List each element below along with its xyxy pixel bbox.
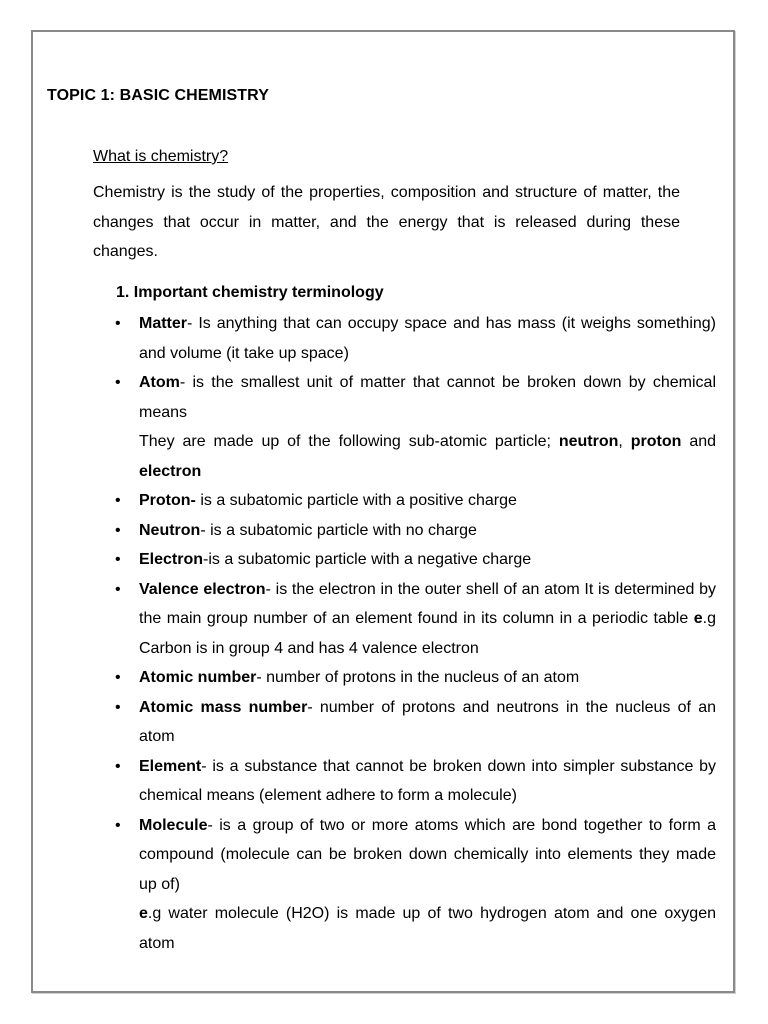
particle-proton: proton (630, 433, 682, 450)
term-atom (115, 368, 717, 486)
term-neutron (115, 516, 716, 546)
bullet: • (115, 521, 121, 539)
term-matter (115, 309, 716, 368)
bullet: • (115, 580, 121, 598)
bullet: • (115, 374, 121, 391)
bullet: • (115, 816, 121, 834)
particle-neutron: neutron (558, 433, 619, 450)
bullet: • (115, 698, 121, 716)
term-definition: -is a subatomic particle with a negative charge (203, 551, 532, 568)
intro-paragraph: Chemistry is the study of the properties, composition and structure of matter, the changes that occur in matter, and the energy that is released during these changes. (93, 184, 680, 260)
term-atomic-number (115, 663, 716, 693)
bullet: • (115, 315, 121, 332)
question-heading: What is chemistry? (93, 148, 229, 165)
term-proton (115, 486, 716, 516)
term-definition: - is a subatomic particle with no charge (200, 521, 477, 539)
term-definition: - is a group of two or more atoms which are bond together to form a compound (molecule can be broken down chemically into elements they made up of) (139, 816, 716, 893)
term-name: Molecule (139, 816, 208, 834)
term-definition: - is the electron in the outer shell of an atom It is determined by the main group number of an element found in its column in a periodic table (139, 580, 716, 627)
particle-electron: electron (139, 462, 202, 480)
molecule-example (139, 899, 716, 958)
bullet: • (115, 669, 121, 686)
term-name: Atomic number (139, 669, 257, 686)
term-name: Valence electron (139, 580, 266, 598)
section-heading: 1. Important chemistry terminology (116, 284, 384, 301)
bullet: • (115, 757, 121, 775)
term-element (115, 752, 716, 811)
term-name: Atomic mass number (139, 698, 308, 716)
term-definition: - number of protons in the nucleus of an atom (256, 669, 580, 686)
particles-prefix: They are made up of the following sub-atomic particle; (139, 433, 559, 450)
term-definition: - Is anything that can occupy space and has mass (it weighs something) and volume (it take up space) (139, 315, 716, 362)
term-example: .g water molecule (H2O) is made up of two hydrogen atom and one oxygen atom (139, 905, 716, 952)
example-marker: e (693, 610, 703, 627)
term-definition: - is the smallest unit of matter that cannot be broken down by chemical means (139, 374, 716, 421)
term-name: Neutron (139, 521, 201, 539)
atom-particles-note (139, 427, 716, 486)
term-molecule (115, 811, 716, 959)
terminology-list (115, 309, 717, 958)
term-name: Element (139, 757, 202, 775)
term-definition: - number of protons and neutrons in the nucleus of an atom (139, 698, 716, 745)
term-atomic-mass-number (115, 693, 716, 752)
bullet: • (115, 492, 121, 509)
example-marker: e (139, 905, 148, 922)
term-definition: is a subatomic particle with a positive charge (195, 492, 517, 509)
particles-separator: and (681, 433, 717, 450)
topic-title: TOPIC 1: BASIC CHEMISTRY (47, 87, 269, 104)
term-definition: - is a substance that cannot be broken down into simpler substance by chemical means (element adhere to form a molecule) (139, 757, 716, 804)
term-name: Atom (139, 374, 180, 391)
particles-separator: , (618, 433, 631, 450)
term-name: Proton- (139, 492, 196, 509)
term-electron (115, 545, 716, 575)
bullet: • (115, 551, 121, 568)
term-name: Matter (139, 315, 188, 332)
term-valence-electron (115, 575, 716, 664)
term-example: .g Carbon is in group 4 and has 4 valence electron (139, 610, 716, 657)
term-name: Electron (139, 551, 204, 568)
